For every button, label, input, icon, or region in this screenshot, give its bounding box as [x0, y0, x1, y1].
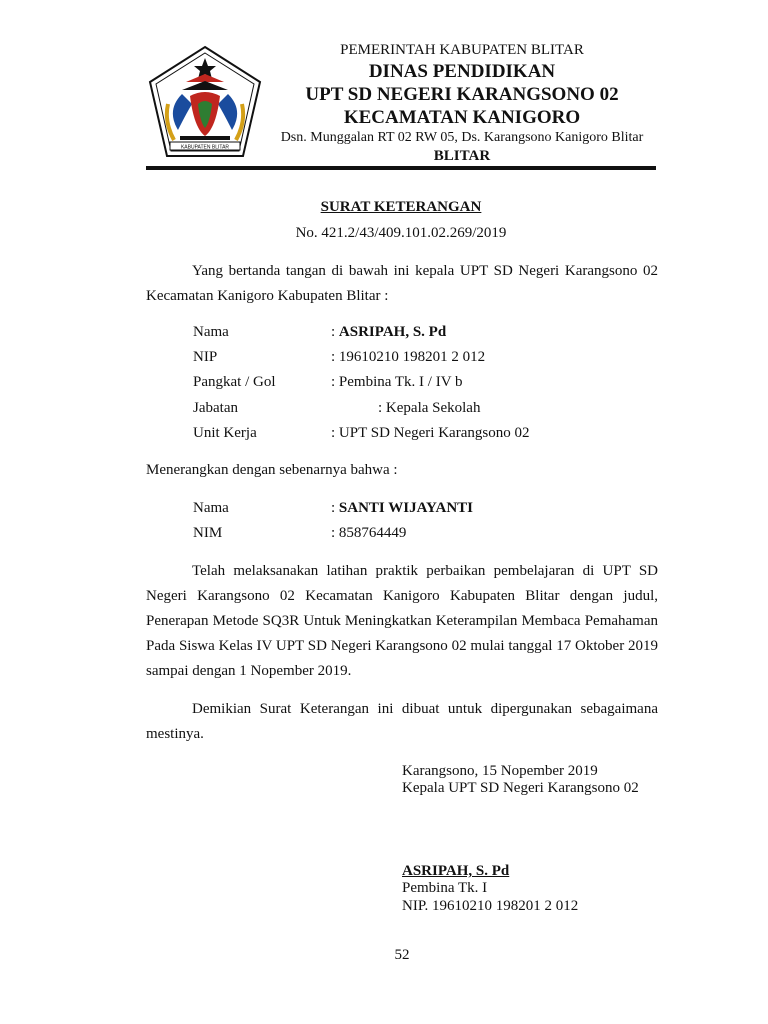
letterhead-district: KECAMATAN KANIGORO [343, 107, 581, 128]
signature-nip: NIP. 19610210 198201 2 012 [402, 898, 579, 914]
letterhead-divider [146, 166, 656, 170]
signature-name: ASRIPAH, S. Pd [402, 863, 510, 879]
regency-emblem-logo [146, 44, 264, 162]
signer-position-value: : Kepala Sekolah [378, 400, 481, 416]
signature-place-date: Karangsono, 15 Nopember 2019 [402, 763, 598, 779]
letterhead-government: PEMERINTAH KABUPATEN BLITAR [340, 42, 584, 58]
signature-position: Kepala UPT SD Negeri Karangsono 02 [402, 780, 639, 796]
closing-paragraph: Demikian Surat Keterangan ini dibuat untuk dipergunakan sebagaimana mestinya. [146, 701, 658, 742]
signer-unit-label: Unit Kerja [193, 425, 257, 441]
signer-nip-label: NIP [193, 349, 218, 365]
signer-position-label: Jabatan [193, 400, 238, 416]
letterhead-city: BLITAR [433, 148, 491, 164]
svg-text:KABUPATEN BLITAR: KABUPATEN BLITAR [180, 144, 230, 151]
signer-name-value: : ASRIPAH, S. Pd [331, 324, 447, 340]
statement-line: Menerangkan dengan sebenarnya bahwa : [146, 462, 398, 478]
signer-unit-value: : UPT SD Negeri Karangsono 02 [331, 425, 530, 441]
subject-nim-value: : 858764449 [331, 525, 407, 541]
body-paragraph: Telah melaksanakan latihan praktik perbaikan pembelajaran di UPT SD Negeri Karangsono 02 Kecamatan Kanigoro Kabupaten Blitar dengan judul, Penerapan Metode SQ3R Untuk Meningkatkan Keterampilan Membaca Pemahaman Pada Siswa Kelas IV UPT SD Negeri Karangsono 02 mulai tanggal 17 Oktober 2019 sampai dengan 1 Nopember 2019. [146, 563, 658, 679]
signer-rank-value: : Pembina Tk. I / IV b [331, 374, 463, 390]
document-title: SURAT KETERANGAN [320, 199, 482, 215]
letterhead-school: UPT SD NEGERI KARANGSONO 02 [305, 84, 619, 105]
letterhead-agency: DINAS PENDIDIKAN [368, 61, 556, 82]
letterhead-address: Dsn. Munggalan RT 02 RW 05, Ds. Karangsono Kanigoro Blitar [280, 130, 644, 145]
subject-name-label: Nama [193, 500, 229, 516]
signer-rank-label: Pangkat / Gol [193, 374, 276, 390]
signer-nip-value: : 19610210 198201 2 012 [331, 349, 486, 365]
subject-name-value: : SANTI WIJAYANTI [331, 500, 474, 516]
signer-name-label: Nama [193, 324, 229, 340]
page-number: 52 [394, 947, 410, 963]
intro-paragraph: Yang bertanda tangan di bawah ini kepala UPT SD Negeri Karangsono 02 Kecamatan Kanigoro Kabupaten Blitar : [146, 263, 658, 304]
subject-nim-label: NIM [193, 525, 223, 541]
document-number: No. 421.2/43/409.101.02.269/2019 [295, 225, 507, 241]
signature-rank: Pembina Tk. I [402, 880, 488, 896]
